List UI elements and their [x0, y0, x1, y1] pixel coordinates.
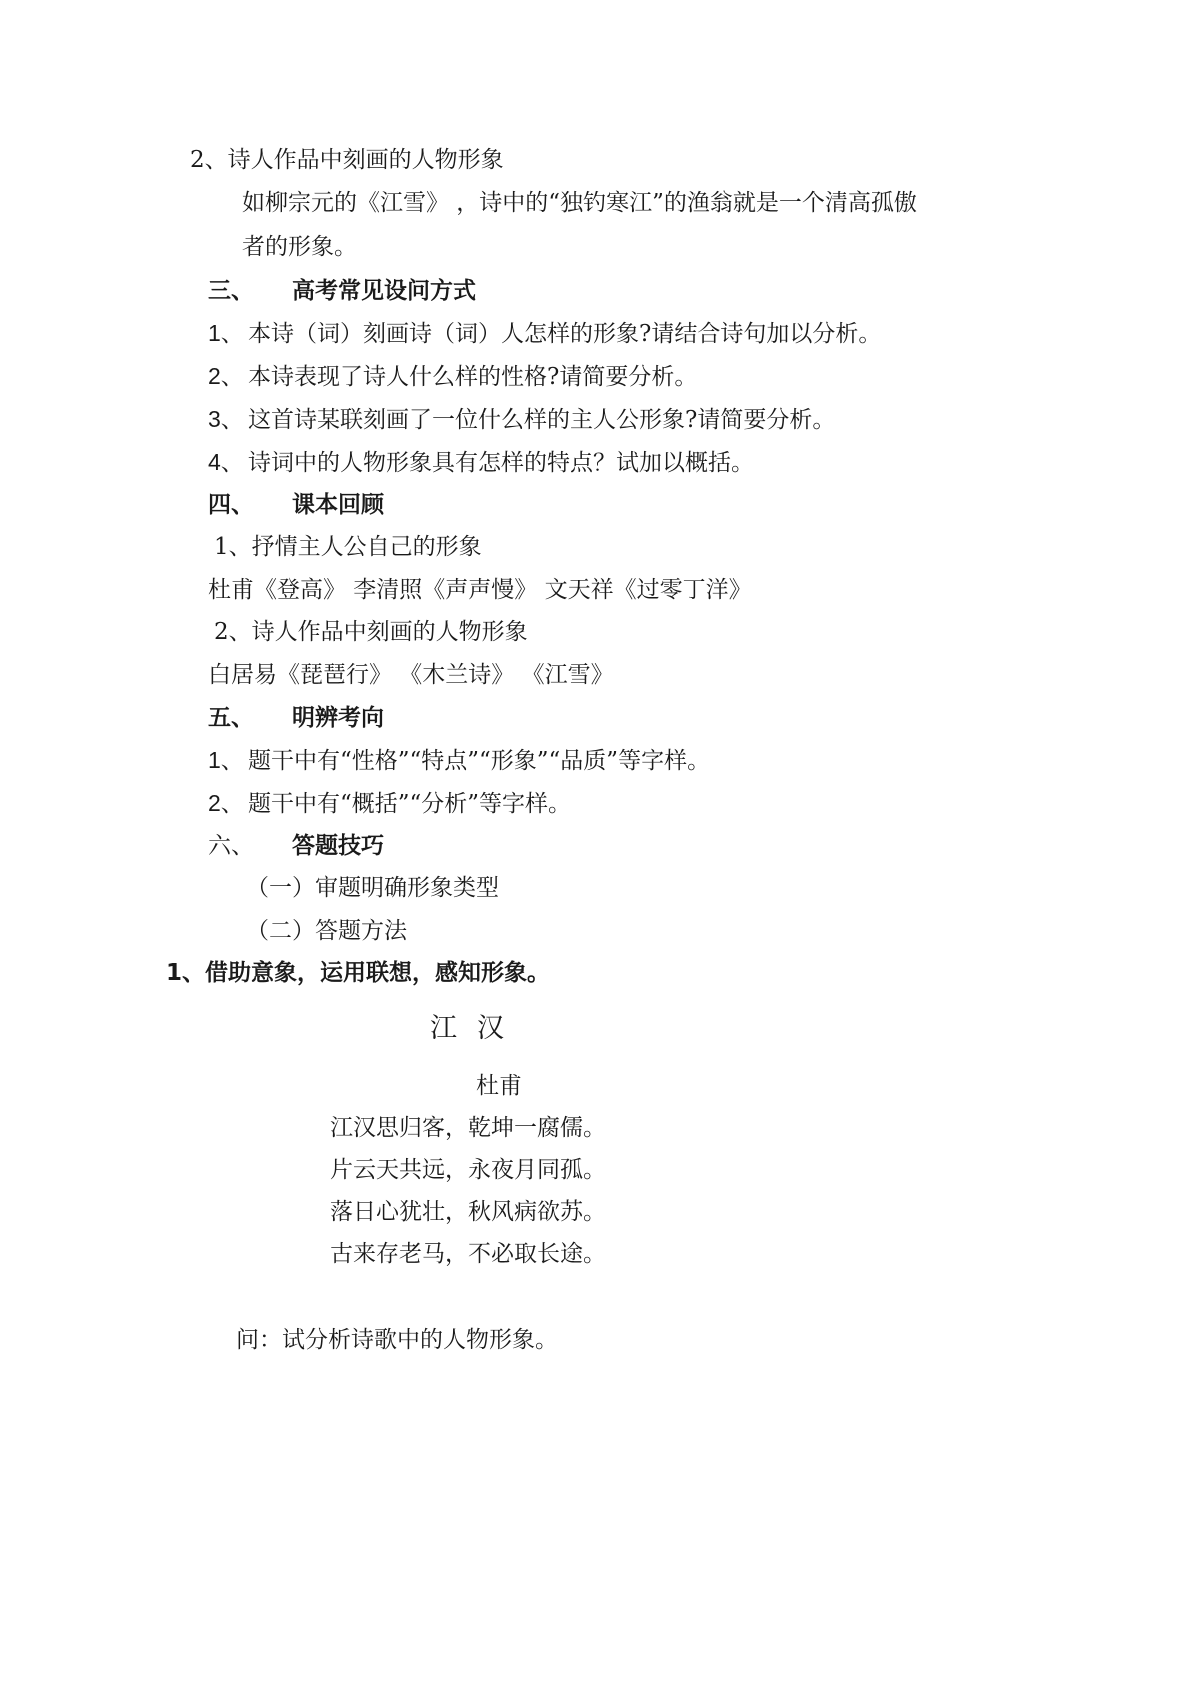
poem-line-3: 落日心犹壮，秋风病欲苏。 — [330, 1199, 606, 1225]
section5-item-1 — [208, 745, 710, 776]
item-number: 2、 — [208, 363, 244, 389]
section3-number: 三、 — [208, 278, 254, 304]
item-text: 诗词中的人物形象具有怎样的特点？试加以概括。 — [248, 450, 754, 476]
item-number: 1、 — [208, 747, 244, 773]
intro-example-line2: 者的形象。 — [242, 234, 357, 260]
poem-title: 江汉 — [430, 1013, 524, 1044]
item-text: 这首诗某联刻画了一位什么样的主人公形象?请简要分析。 — [248, 407, 836, 433]
section5-number: 五、 — [208, 705, 254, 731]
poem-line-1: 江汉思归客，乾坤一腐儒。 — [330, 1115, 606, 1141]
poem-author: 杜甫 — [476, 1073, 522, 1099]
section4-number: 四、 — [208, 492, 254, 518]
item-number: 4、 — [208, 449, 244, 475]
section5-item-2 — [208, 788, 571, 819]
item-number: 2、 — [208, 790, 244, 816]
section3-title: 高考常见设问方式 — [292, 278, 476, 304]
section3-item-3 — [208, 404, 835, 435]
section3-item-4 — [208, 447, 754, 478]
poem-line-4: 古来存老马，不必取长途。 — [330, 1241, 606, 1267]
section3-heading — [208, 276, 476, 306]
section6-sub1: （一）审题明确形象类型 — [246, 875, 499, 901]
item-number: 3、 — [208, 406, 244, 432]
section3-item-2 — [208, 361, 697, 392]
section6-heading — [208, 831, 384, 861]
section5-title: 明辨考向 — [292, 705, 384, 731]
section4-sub2-works: 白居易《琵琶行》 《木兰诗》 《江雪》 — [208, 662, 614, 688]
section4-sub1: 1、抒情主人公自己的形象 — [214, 534, 482, 560]
item-number: 1、 — [208, 320, 244, 346]
section6-sub2: （二）答题方法 — [246, 918, 407, 944]
section5-heading — [208, 703, 384, 733]
section4-sub2: 2、诗人作品中刻画的人物形象 — [214, 619, 528, 645]
section6-title: 答题技巧 — [292, 833, 384, 859]
poem-line-2: 片云天共远，永夜月同孤。 — [330, 1157, 606, 1183]
item-text: 本诗（词）刻画诗（词）人怎样的形象?请结合诗句加以分析。 — [248, 321, 882, 347]
item-text: 本诗表现了诗人什么样的性格?请简要分析。 — [248, 364, 698, 390]
question-text: 问：试分析诗歌中的人物形象。 — [236, 1327, 558, 1353]
item-text: 题干中有“概括”“分析”等字样。 — [248, 791, 572, 817]
method1-heading: 1、借助意象，运用联想，感知形象。 — [166, 960, 551, 986]
intro-item2-heading: 2、诗人作品中刻画的人物形象 — [190, 147, 504, 173]
section4-title: 课本回顾 — [292, 492, 384, 518]
section4-sub1-works: 杜甫《登高》 李清照《声声慢》 文天祥《过零丁洋》 — [208, 577, 752, 603]
section6-number: 六、 — [208, 833, 254, 859]
item-text: 题干中有“性格”“特点”“形象”“品质”等字样。 — [248, 748, 711, 774]
intro-example-line1: 如柳宗元的《江雪》 ，诗中的“独钓寒江”的渔翁就是一个清高孤傲 — [242, 190, 917, 216]
section3-item-1 — [208, 318, 881, 349]
section4-heading — [208, 490, 384, 520]
